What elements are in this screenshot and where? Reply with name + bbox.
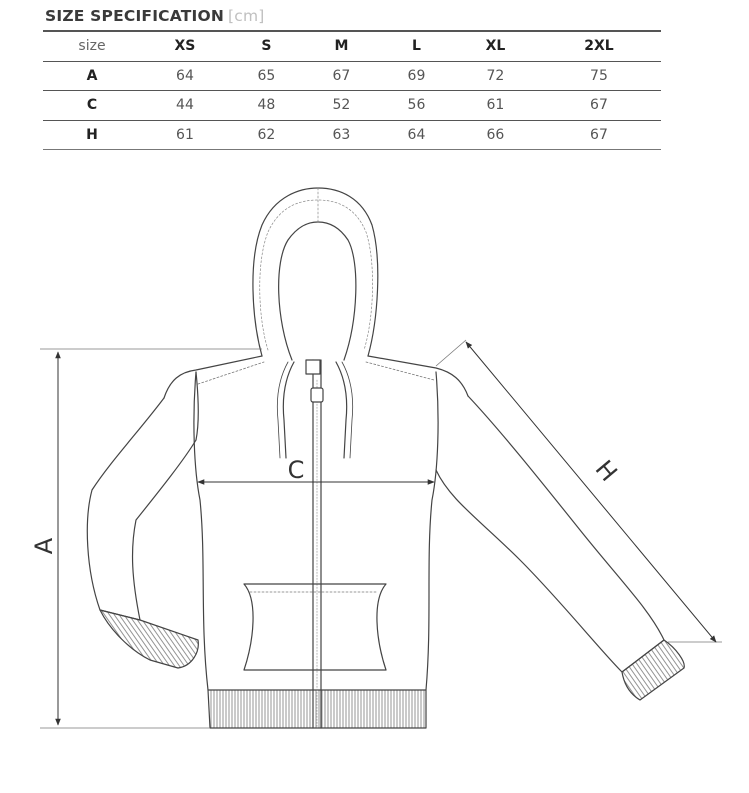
table-cell: 67 <box>332 67 351 84</box>
size-header-label: size <box>78 38 106 55</box>
dimension-h-label: H <box>589 454 623 487</box>
zipper-pull <box>311 388 323 402</box>
table-cell: 69 <box>407 67 426 84</box>
table-cell: 62 <box>257 126 276 143</box>
table-cell: 65 <box>257 67 276 84</box>
table-cell: 48 <box>257 97 276 114</box>
table-cell: 56 <box>407 97 426 114</box>
hood-opening <box>279 222 356 360</box>
drawstring-left <box>283 362 294 458</box>
size-header-2xl: 2XL <box>584 38 614 55</box>
right-sleeve <box>436 396 664 672</box>
size-header-l: L <box>411 38 421 55</box>
neck-label <box>306 360 320 374</box>
size-header-m: M <box>334 38 349 55</box>
kangaroo-pocket <box>244 584 386 670</box>
table-cell: 61 <box>176 126 194 143</box>
table-cell: 61 <box>486 97 505 114</box>
hood-outline <box>253 188 378 356</box>
drawstring-right <box>336 362 347 458</box>
right-cuff <box>622 640 684 700</box>
table-cell: 66 <box>486 126 505 143</box>
table-cell: 64 <box>407 126 426 143</box>
table-cell: 64 <box>176 67 194 84</box>
row-label-h: H <box>86 126 98 143</box>
row-label-a: A <box>86 67 98 84</box>
table-cell: 67 <box>590 126 608 143</box>
table-cell: 67 <box>590 97 608 114</box>
row-label-c: C <box>86 97 98 114</box>
dimension-h-line <box>466 342 716 642</box>
size-header-xl: XL <box>485 38 506 55</box>
size-header-s: S <box>261 38 272 55</box>
table-cell: 72 <box>486 67 505 84</box>
left-sleeve <box>87 398 196 620</box>
body-right-side <box>426 372 438 690</box>
size-header-xs: XS <box>174 38 196 55</box>
table-cell: 52 <box>332 97 351 114</box>
title-text: SIZE SPECIFICATION <box>45 7 225 25</box>
unit-label: [cm] <box>228 7 265 25</box>
table-cell: 63 <box>332 126 351 143</box>
table-cell: 44 <box>176 97 194 114</box>
dimension-a-label: A <box>30 537 58 555</box>
table-cell: 75 <box>590 67 608 84</box>
left-cuff <box>100 610 198 668</box>
dimension-c-label: C <box>287 456 305 484</box>
